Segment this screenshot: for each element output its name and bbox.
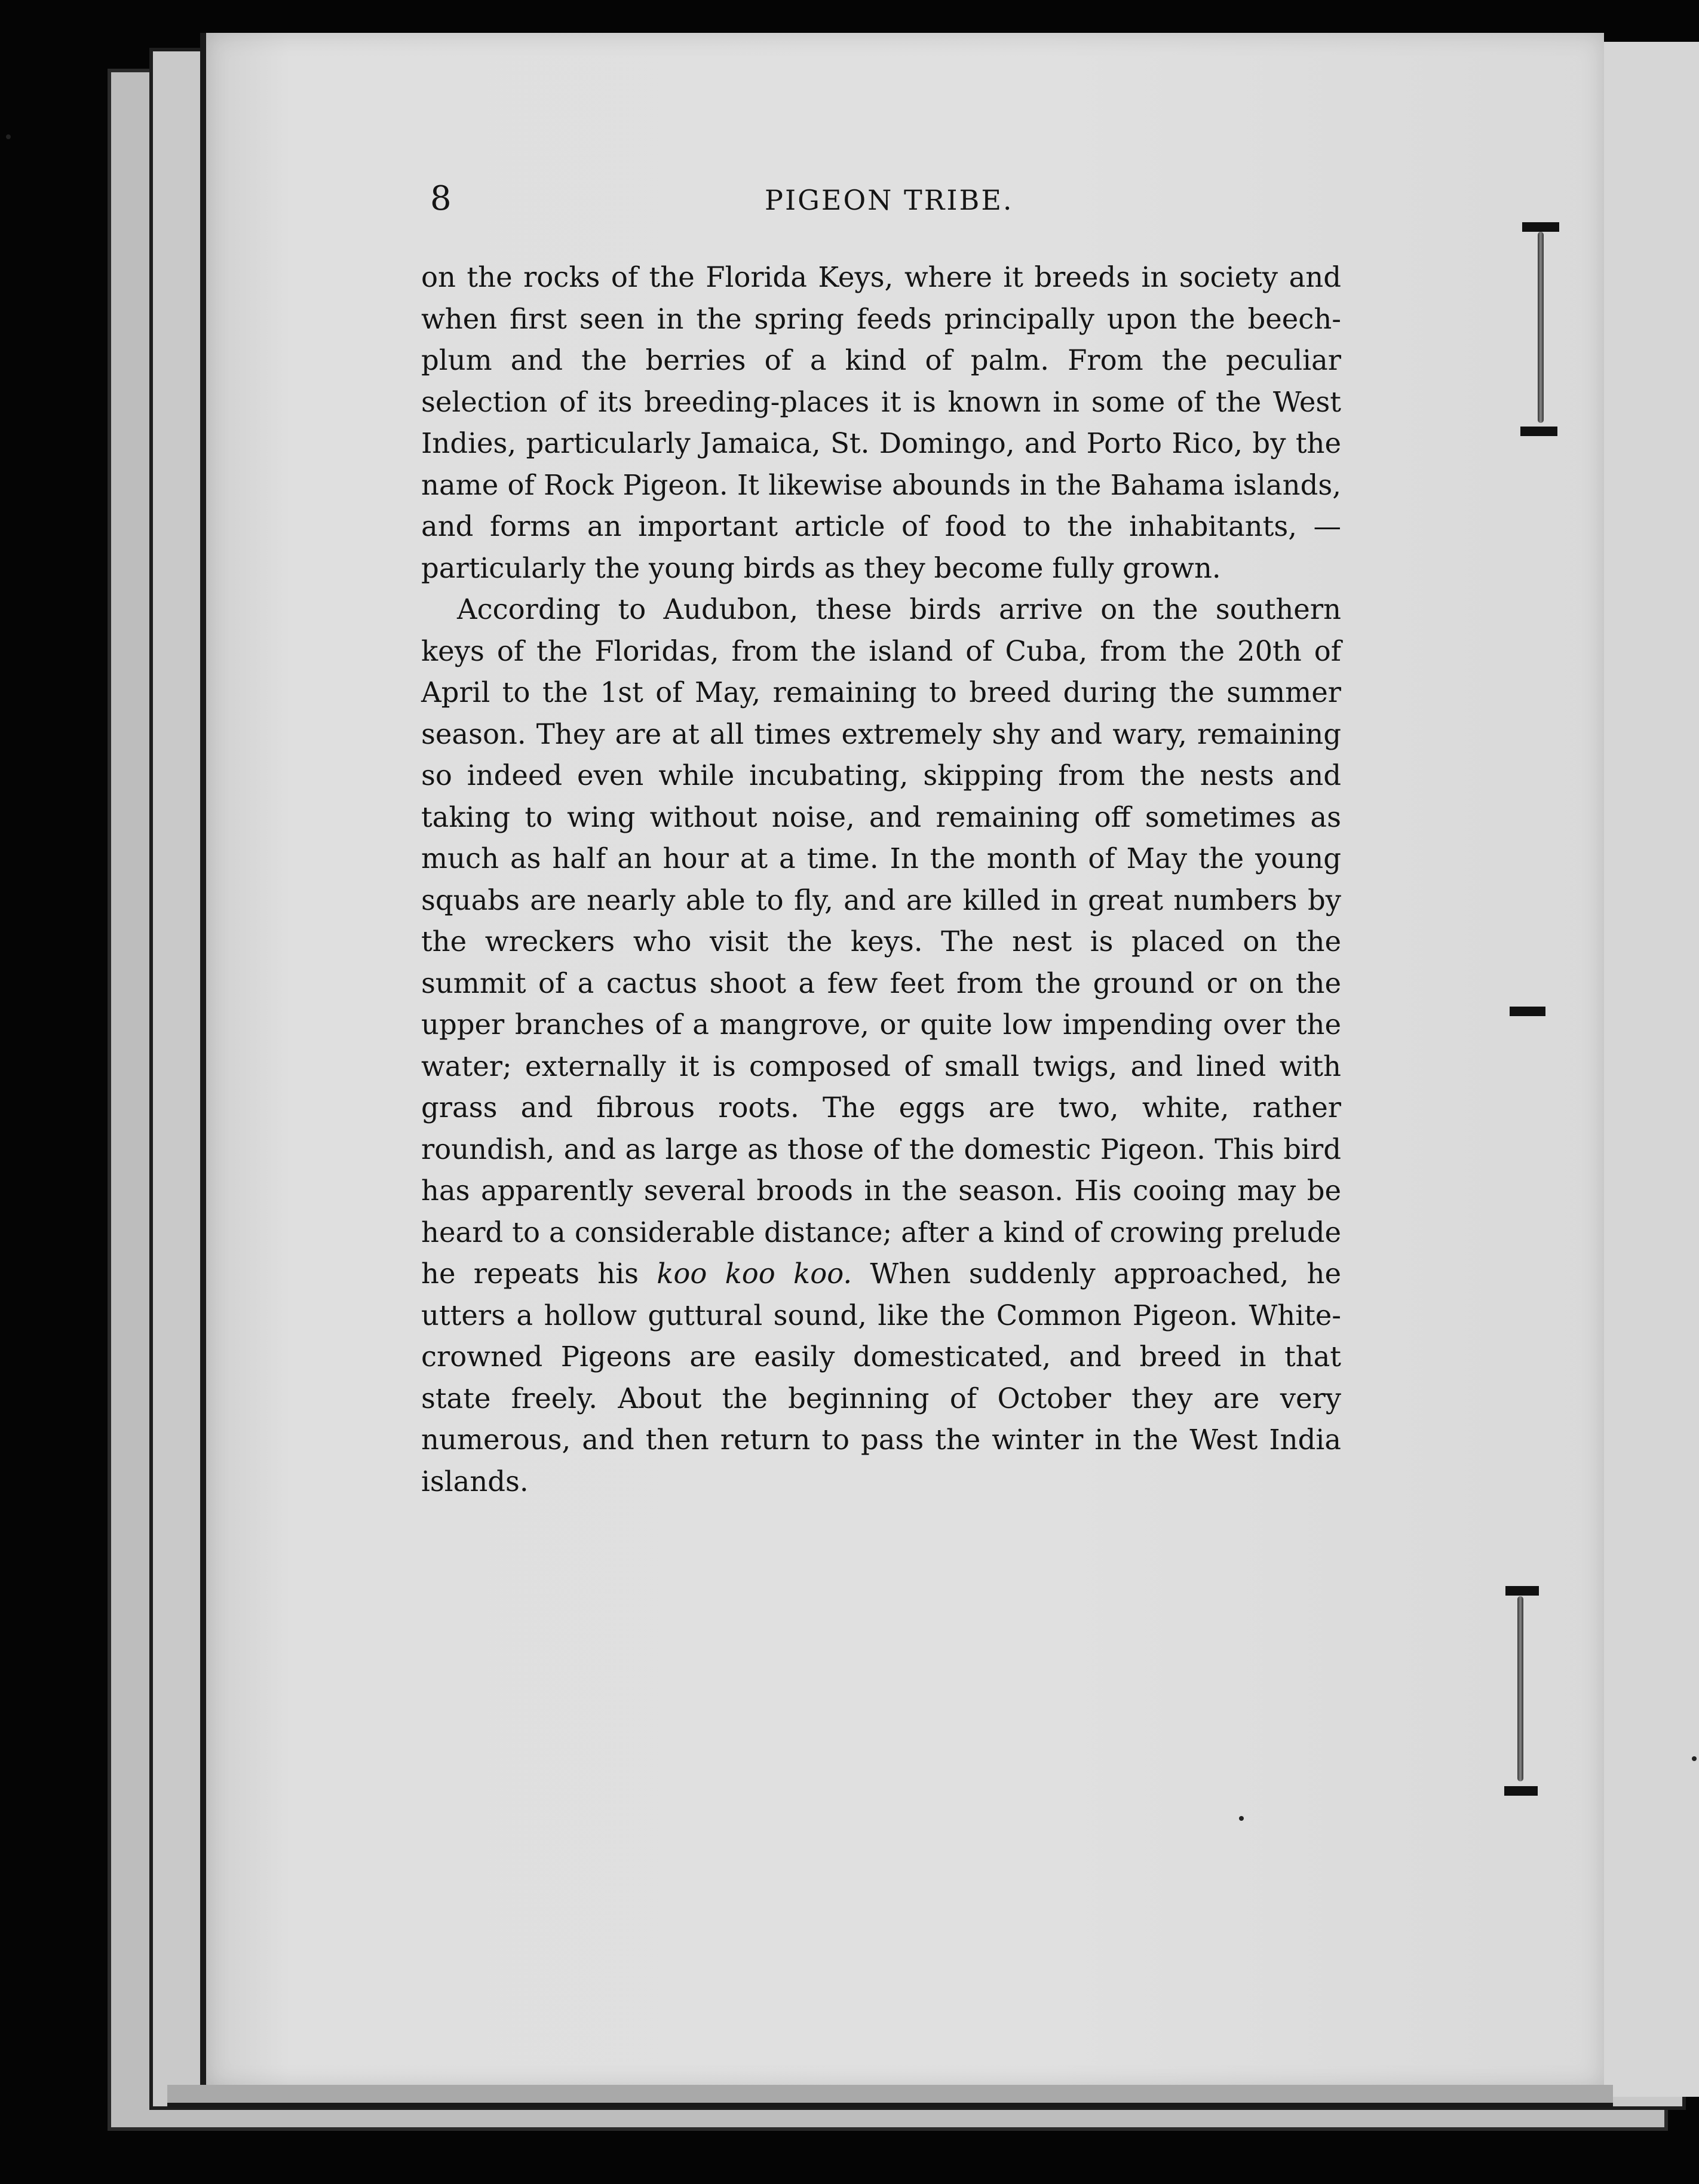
binding-thread: [1538, 232, 1544, 423]
body-text: [421, 257, 1341, 1502]
dust-speck: [1239, 1816, 1244, 1821]
paragraph: [421, 589, 1341, 1502]
paragraph-text: According to Audubon, these birds arrive on the southern keys of the Floridas, from the island of Cuba, from the 20th of April to the 1st of May, remaining to breed during the summer season. They are at all times extremely shy and wary, remaining so indeed even while incubating, skipping from the nests and taking to wing without noise, and remaining off sometimes as much as half an hour at a time. In the month of May the young squabs are nearly able to fly, and are killed in great numbers by the wreckers who visit the keys. The nest is placed on the summit of a cactus shoot a few feet from the ground or on the upper branches of a mangrove, or quite low impending over the water; externally it is composed of small twigs, and lined with grass and fibrous roots. The eggs are two, white, rather roundish, and as large as those of the domestic Pigeon. This bird has apparently several broods in the season. His cooing may be heard to a considerable distance; after a kind of crowing prelude he repeats his: [421, 593, 1341, 1290]
paragraph-text: When suddenly approached, he utters a hollow guttural sound, like the Common Pigeon. White-crowned Pigeons are easily domesticated, and breed in that state freely. About the beginning of October they are very numerous, and then return to pass the winter in the West India islands.: [421, 1257, 1342, 1498]
paragraph: on the rocks of the Florida Keys, where it breeds in society and when first seen in the spring feeds principally upon the beech-plum and the berries of a kind of palm. From the peculiar selection of its breeding-places it is known in some of the West Indies, particularly Jamaica, St. Domingo, and Porto Rico, by the name of Rock Pigeon. It likewise abounds in the Bahama islands, and forms an important article of food to the inhabitants, — particularly the young birds as they become fully grown.: [421, 261, 1341, 584]
binding-mark: [1504, 1786, 1538, 1796]
page-number: 8: [430, 179, 452, 218]
binding-thread: [1517, 1596, 1523, 1781]
page-bottom-edge: [167, 2085, 1613, 2108]
italic-text: koo koo koo.: [657, 1257, 852, 1290]
dust-speck: [1692, 1756, 1697, 1761]
binding-mark: [1505, 1586, 1539, 1596]
page-header: [430, 179, 1338, 227]
binding-mark: [1520, 427, 1557, 436]
dust-speck: [6, 134, 11, 139]
binding-mark: [1510, 1007, 1545, 1016]
binding-mark: [1522, 222, 1559, 232]
running-title: PIGEON TRIBE.: [765, 184, 1014, 216]
